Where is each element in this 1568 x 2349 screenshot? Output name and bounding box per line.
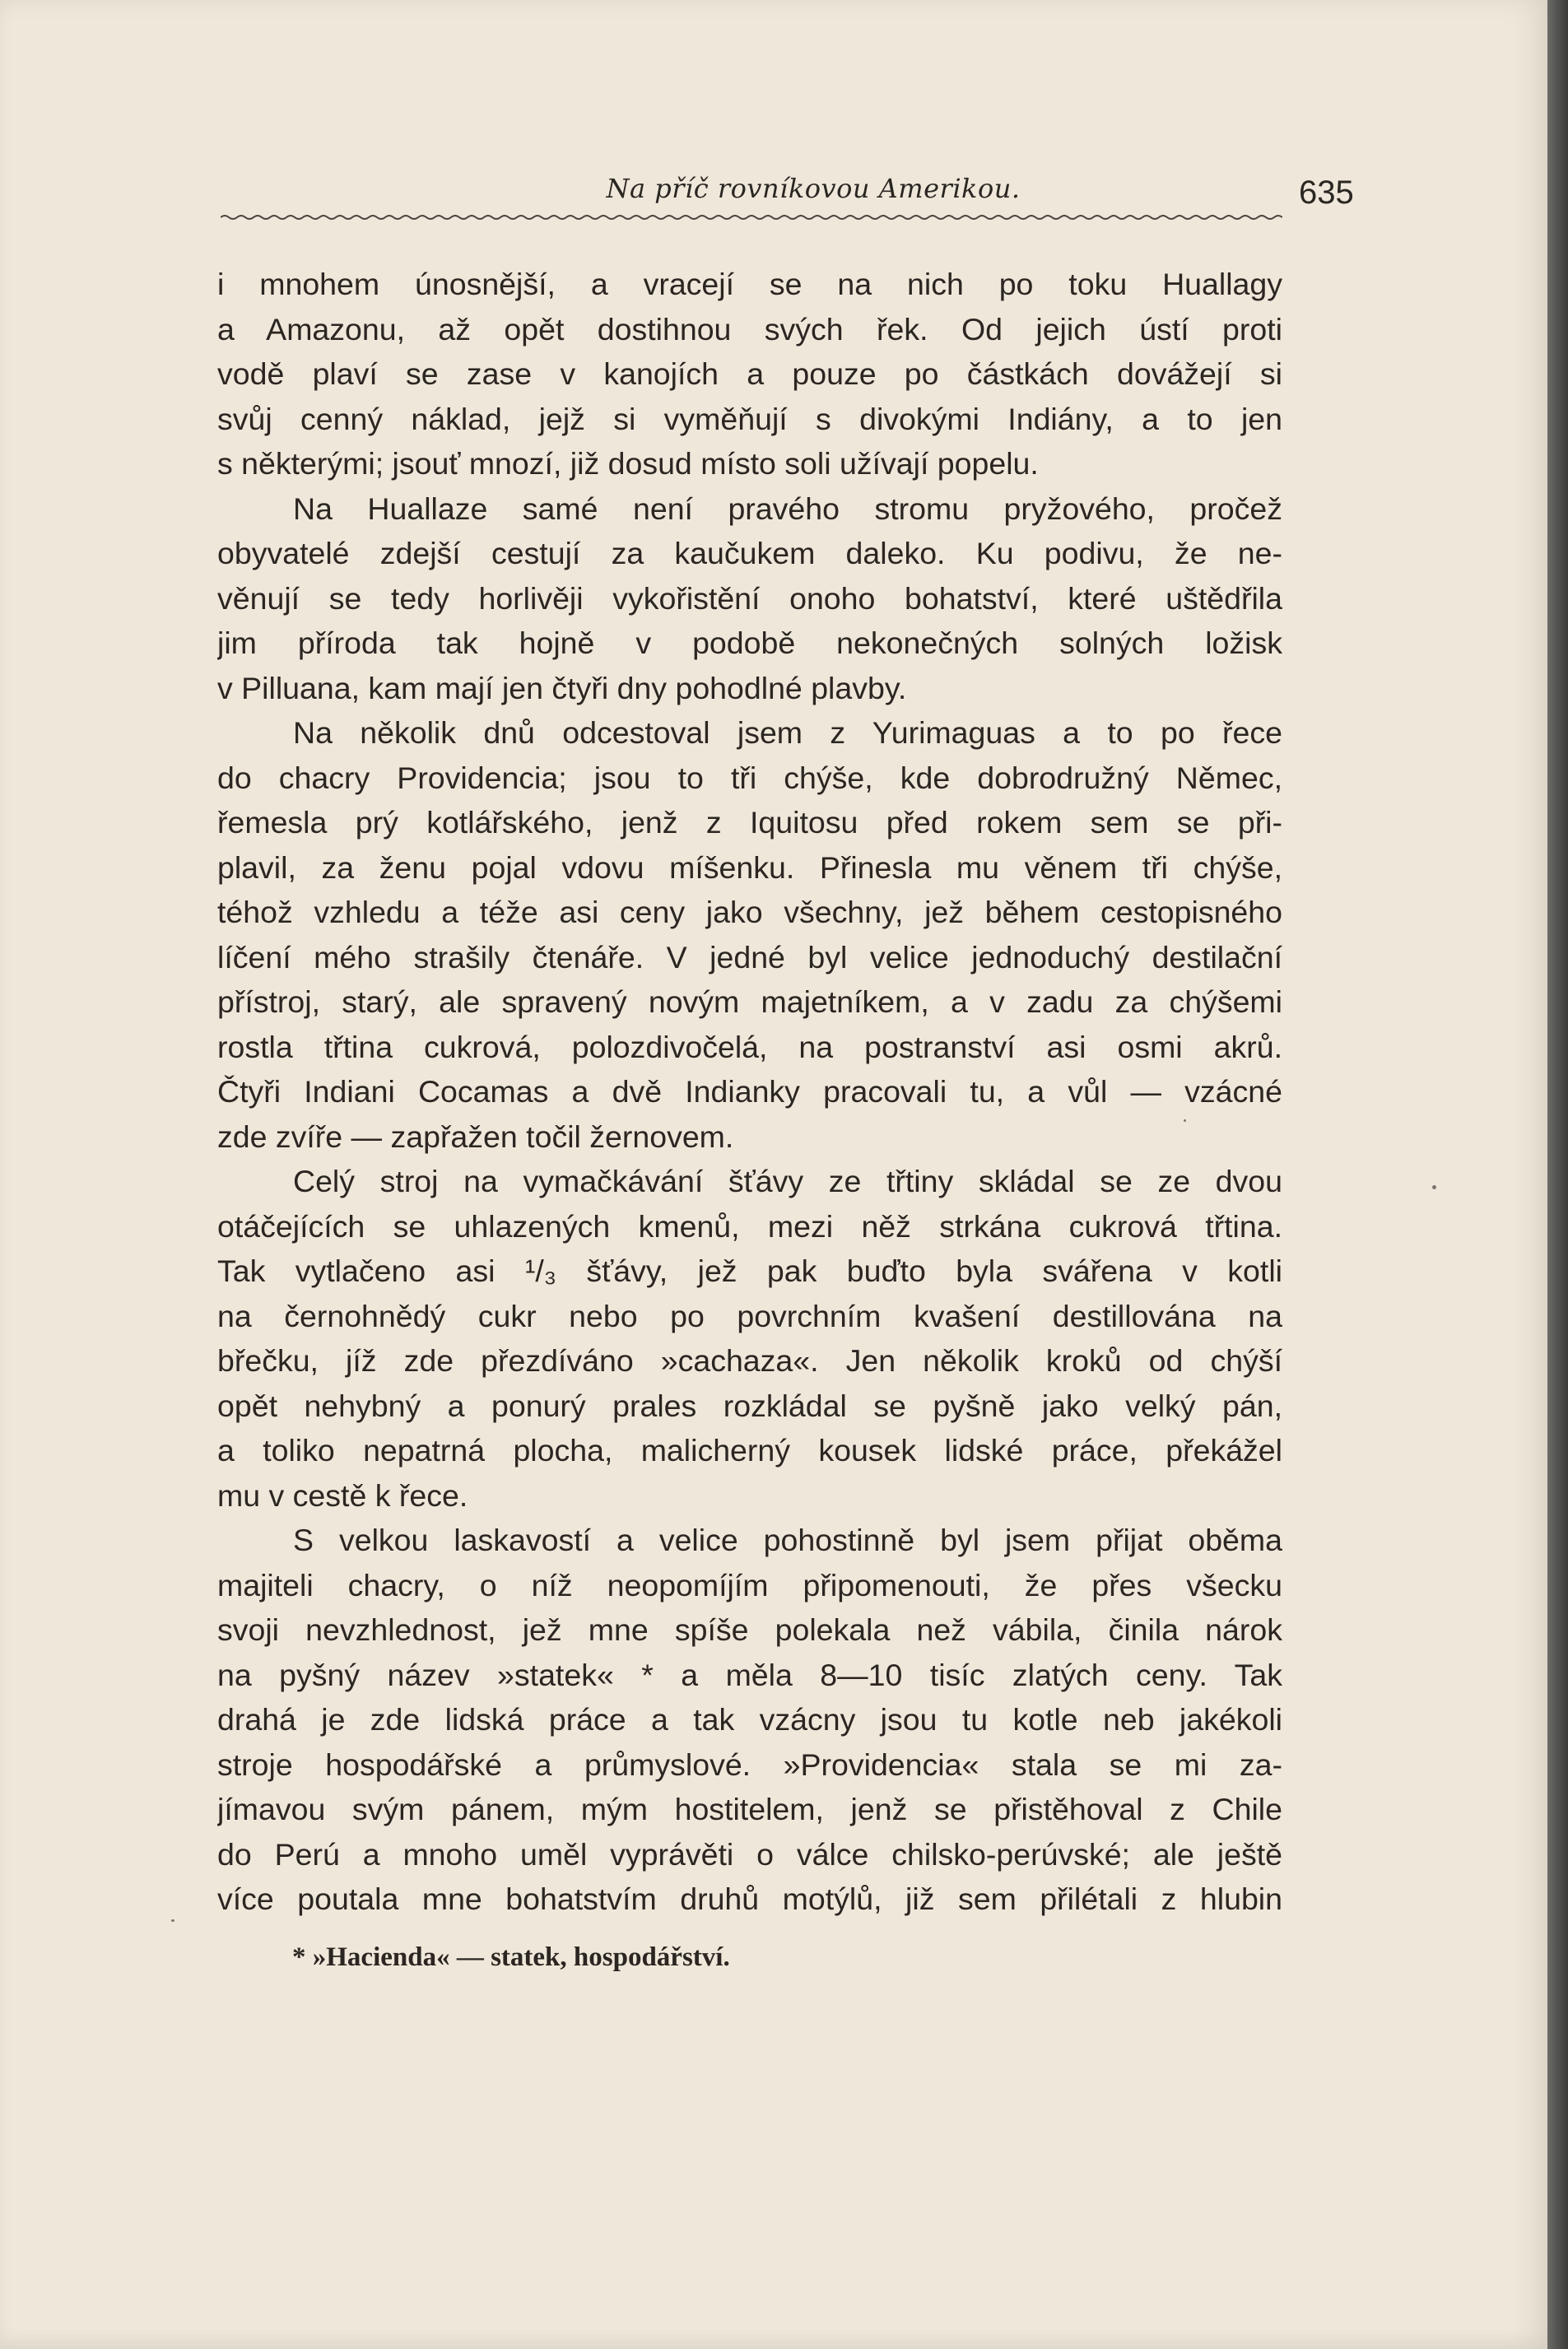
footnote: * »Hacienda« — statek, hospodářství.: [292, 1942, 730, 1972]
text-line: plavil, za ženu pojal vdovu míšenku. Přinesla mu věnem tři chýše,: [217, 849, 1282, 885]
text-line: drahá je zde lidská práce a tak vzácny jsou tu kotle neb jakékoli: [217, 1702, 1282, 1737]
text-line: více poutala mne bohatstvím druhů motýlů, již sem přilétali z hlubin: [217, 1882, 1282, 1916]
text-line: Čtyři Indiani Cocamas a dvě Indianky pracovali tu, a vůl — vzácné: [217, 1074, 1282, 1109]
text-line: opět nehybný a ponurý prales rozkládal se pyšně jako velký pán,: [217, 1388, 1282, 1423]
paragraph-first-line: Na Huallaze samé není pravého stromu pryžového, pročež: [293, 491, 1282, 526]
text-line: břečku, jíž zde přezdíváno »cachaza«. Jen několik kroků od chýší: [217, 1343, 1282, 1378]
text-line: na černohnědý cukr nebo po povrchním kvašení destillována na: [217, 1298, 1282, 1333]
text-line: a toliko nepatrná plocha, malicherný kousek lidské práce, překážel: [217, 1433, 1282, 1468]
text-line: obyvatelé zdejší cestují za kaučukem daleko. Ku podivu, že ne-: [217, 536, 1282, 570]
paragraph-first-line: Na několik dnů odcestoval jsem z Yurimaguas a to po řece: [293, 715, 1282, 750]
paper-speck: [1184, 1119, 1186, 1122]
text-line: a Amazonu, až opět dostihnou svých řek. Od jejich ústí proti: [217, 311, 1282, 347]
text-line: i mnohem únosnější, a vracejí se na nich po toku Huallagy: [217, 267, 1282, 301]
text-line: vodě plaví se zase v kanojích a pouze po částkách dovážejí si: [217, 356, 1282, 391]
text-line: líčení mého strašily čtenáře. V jedné byl velice jednoduchý destilační: [217, 939, 1282, 974]
running-head-title: Na příč rovníkovou Amerikou.: [606, 173, 1021, 204]
text-line: do Perú a mnoho uměl vyprávěti o válce chilsko-perúvské; ale ještě: [217, 1836, 1282, 1872]
paragraph-first-line: Celý stroj na vymačkávání šťávy ze třtiny skládal se ze dvou: [293, 1164, 1282, 1198]
paper-speck: [1432, 1185, 1436, 1189]
text-line: na pyšný název »statek« * a měla 8—10 tisíc zlatých ceny. Tak: [217, 1657, 1282, 1692]
header-wavy-rule: [221, 212, 1282, 222]
text-line: v Pilluana, kam mají jen čtyři dny pohodlné plavby.: [217, 670, 907, 705]
text-line: majiteli chacry, o níž neopomíjím připomenouti, že přes všecku: [217, 1567, 1282, 1602]
text-line: téhož vzhledu a téže asi ceny jako všechny, jež během cestopisného: [217, 895, 1282, 929]
text-line: do chacry Providencia; jsou to tři chýše, kde dobrodružný Němec,: [217, 760, 1282, 795]
text-line: řemesla prý kotlářského, jenž z Iquitosu před rokem sem se při-: [217, 805, 1282, 840]
page-number: 635: [1299, 174, 1354, 211]
text-line: jímavou svým pánem, mým hostitelem, jenž se přistěhoval z Chile: [217, 1792, 1282, 1826]
scan-edge: [1547, 0, 1568, 2349]
text-line: s některými; jsouť mnozí, již dosud místo soli užívají popelu.: [217, 446, 1039, 481]
text-line: jim příroda tak hojně v podobě nekonečných solných ložisk: [217, 626, 1282, 660]
paper-speck: [171, 1919, 174, 1922]
text-line: otáčejících se uhlazených kmenů, mezi něž strkána cukrová třtina.: [217, 1208, 1282, 1244]
text-line: svoji nevzhlednost, jež mne spíše polekala než vábila, činila nárok: [217, 1612, 1282, 1647]
paragraph-first-line: S velkou laskavostí a velice pohostinně byl jsem přijat oběma: [293, 1523, 1282, 1557]
text-line: mu v cestě k řece.: [217, 1477, 468, 1513]
text-line: přístroj, starý, ale spravený novým majetníkem, a v zadu za chýšemi: [217, 984, 1282, 1019]
body-text: [217, 262, 1282, 1922]
text-line: věnují se tedy horlivěji vykořistění onoho bohatství, které uštědřila: [217, 580, 1282, 616]
text-line: stroje hospodářské a průmyslové. »Providencia« stala se mi za-: [217, 1747, 1282, 1782]
text-line: rostla třtina cukrová, polozdivočelá, na postranství asi osmi akrů.: [217, 1029, 1282, 1064]
text-line: zde zvíře — zapřažen točil žernovem.: [217, 1119, 734, 1154]
text-line: svůj cenný náklad, jejž si vyměňují s divokými Indiány, a to jen: [217, 401, 1282, 436]
text-line: Tak vytlačeno asi ¹/₃ šťávy, jež pak buďto byla svářena v kotli: [217, 1254, 1282, 1288]
